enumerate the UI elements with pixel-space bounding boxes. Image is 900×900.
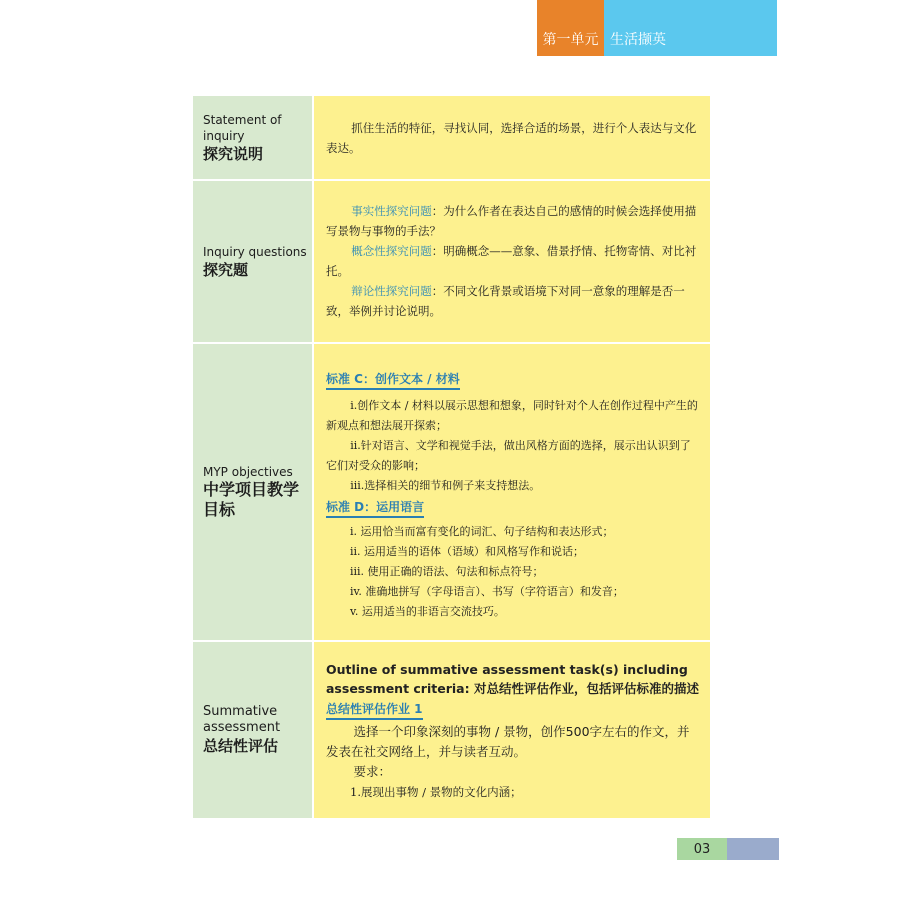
debatable-question-label: 辩论性探究问题 [351, 284, 432, 298]
row-header-zh: 探究题 [203, 260, 249, 279]
conceptual-question-text: ：明确概念——意象、借景抒情、托物寄情、对比衬托。 [326, 244, 697, 278]
statement-text: 抓住生活的特征，寻找认同，选择合适的场景，进行个人表达与文化表达。 [326, 121, 697, 155]
row-myp-objectives [193, 344, 710, 642]
requirements-label: 要求： [353, 764, 392, 779]
row-statement-of-inquiry [193, 96, 710, 181]
row-header-en-line1: Summative [203, 704, 278, 719]
row-summative-assessment [193, 642, 710, 818]
unit-title: 生活撷英 [604, 0, 777, 56]
row-header-zh-line1: 中学项目教学 [203, 480, 300, 499]
criterion-c-item: i.创作文本 / 材料以展示思想和想象，同时针对个人在创作过程中产生的新观点和想法展开探索； [326, 399, 698, 432]
row-header-zh: 总结性评估 [203, 737, 279, 755]
debatable-question-text: ：不同文化背景或语境下对同一意象的理解是否一致，举例并讨论说明。 [326, 284, 685, 318]
chapter-header-tab [537, 0, 777, 56]
row-header-en: MYP objectives [203, 465, 293, 479]
row-header [193, 181, 314, 342]
conceptual-question-label: 概念性探究问题 [351, 244, 432, 258]
criterion-c-item: ii.针对语言、文学和视觉手法，做出风格方面的选择，展示出认识到了它们对受众的影响； [326, 439, 691, 472]
page-number-bar [727, 838, 779, 860]
row-content [314, 344, 710, 640]
factual-question [326, 201, 700, 241]
assessment-outline: Outline of summative assessment task(s) including assessment criteria: 对总结性评估作业，包括评估标准的描述 [326, 662, 699, 696]
criterion-d-item: ii. 运用适当的语体（语域）和风格写作和说话； [350, 545, 585, 558]
criterion-d-title: 标准 D：运用语言 [326, 498, 424, 518]
row-header-zh: 探究说明 [203, 144, 264, 163]
criterion-d-item: iv. 准确地拼写（字母语言）、书写（字符语言）和发音； [350, 585, 624, 598]
debatable-question [326, 281, 700, 321]
factual-question-label: 事实性探究问题 [351, 204, 432, 218]
criterion-d-item: iii. 使用正确的语法、句法和标点符号； [350, 565, 544, 578]
task-title: 总结性评估作业 1 [326, 700, 423, 720]
page-number: 03 [677, 838, 727, 860]
row-content [314, 96, 710, 179]
criterion-d-item: i. 运用恰当而富有变化的词汇、句子结构和表达形式； [350, 525, 614, 538]
row-header [193, 96, 314, 179]
factual-question-text: ：为什么作者在表达自己的感情的时候会选择使用描写景物与事物的手法？ [326, 204, 697, 238]
row-header [193, 344, 314, 640]
criterion-d-item: v. 运用适当的非语言交流技巧。 [350, 605, 505, 618]
row-content [314, 642, 710, 818]
criterion-c-title: 标准 C：创作文本 / 材料 [326, 370, 460, 390]
requirement-item: 1.展现出事物 / 景物的文化内涵； [350, 785, 522, 799]
row-header-en: Statement of inquiry [203, 112, 282, 143]
row-inquiry-questions [193, 181, 710, 344]
row-header [193, 642, 314, 818]
row-header-en-line2: assessment [203, 720, 281, 735]
row-header-zh-line2: 目标 [203, 500, 236, 519]
row-header-en: Inquiry questions [203, 244, 307, 259]
conceptual-question [326, 241, 700, 281]
criterion-c-item: iii.选择相关的细节和例子来支持想法。 [350, 479, 541, 492]
unit-planner-table [193, 96, 710, 818]
row-content [314, 181, 710, 342]
unit-label: 第一单元 [537, 0, 604, 56]
task-description: 选择一个印象深刻的事物 / 景物，创作500字左右的作文，并发表在社交网络上，并与读者互动。 [326, 724, 690, 759]
